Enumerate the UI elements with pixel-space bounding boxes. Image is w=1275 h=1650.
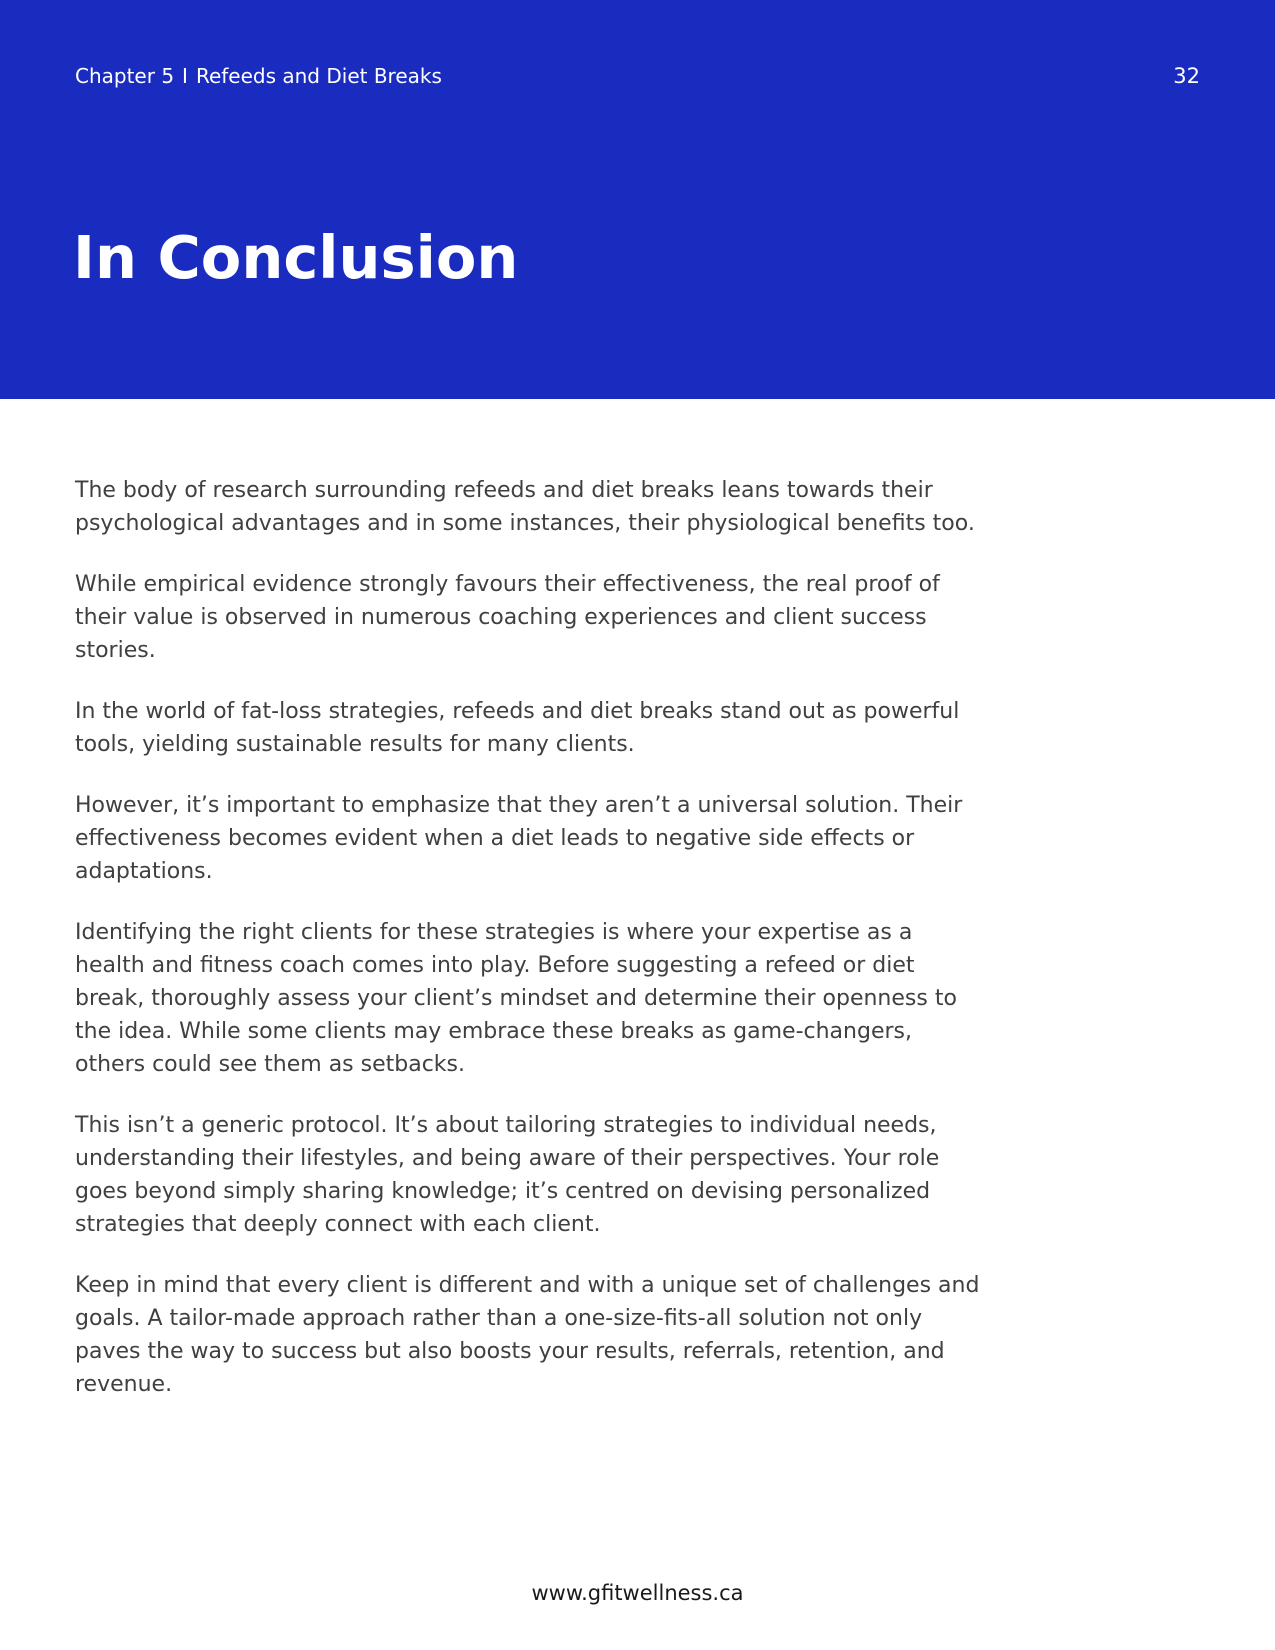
chapter-title: Refeeds and Diet Breaks	[195, 64, 442, 88]
page-number: 32	[1173, 64, 1200, 88]
chapter-label	[75, 62, 442, 90]
header-band	[0, 0, 1275, 399]
footer-url: www.gfitwellness.ca	[531, 1581, 744, 1605]
chapter-number: Chapter 5	[75, 64, 175, 88]
body-paragraph: The body of research surrounding refeeds and diet breaks leans towards their psychological advantages and in some instances, their physiological benefits too.	[75, 478, 975, 536]
body-paragraph: However, it’s important to emphasize that they aren’t a universal solution. Their effectiveness becomes evident when a diet leads to negative side effects or adaptations.	[75, 793, 963, 884]
body-paragraph: While empirical evidence strongly favours their effectiveness, the real proof of their value is observed in numerous coaching experiences and client success stories.	[75, 572, 940, 663]
chapter-separator: I	[182, 64, 188, 88]
body-paragraph: Keep in mind that every client is different and with a unique set of challenges and goals. A tailor-made approach rather than a one-size-fits-all solution not only paves the way to success but also boosts your results, referrals, retention, and revenue.	[75, 1273, 980, 1397]
body-paragraph: In the world of fat-loss strategies, refeeds and diet breaks stand out as powerful tools, yielding sustainable results for many clients.	[75, 699, 960, 757]
page-title: In Conclusion	[73, 223, 519, 292]
body-text	[75, 474, 980, 1429]
body-paragraph: This isn’t a generic protocol. It’s about tailoring strategies to individual needs, understanding their lifestyles, and being aware of their perspectives. Your role goes beyond simply sharing knowledge; it’s centred on devising personalized strategies that deeply connect with each client.	[75, 1113, 940, 1237]
body-paragraph: Identifying the right clients for these strategies is where your expertise as a health and fitness coach comes into play. Before suggesting a refeed or diet break, thoroughly assess your client’s mindset and determine their openness to the idea. While some clients may embrace these breaks as game-changers, others could see them as setbacks.	[75, 920, 957, 1077]
